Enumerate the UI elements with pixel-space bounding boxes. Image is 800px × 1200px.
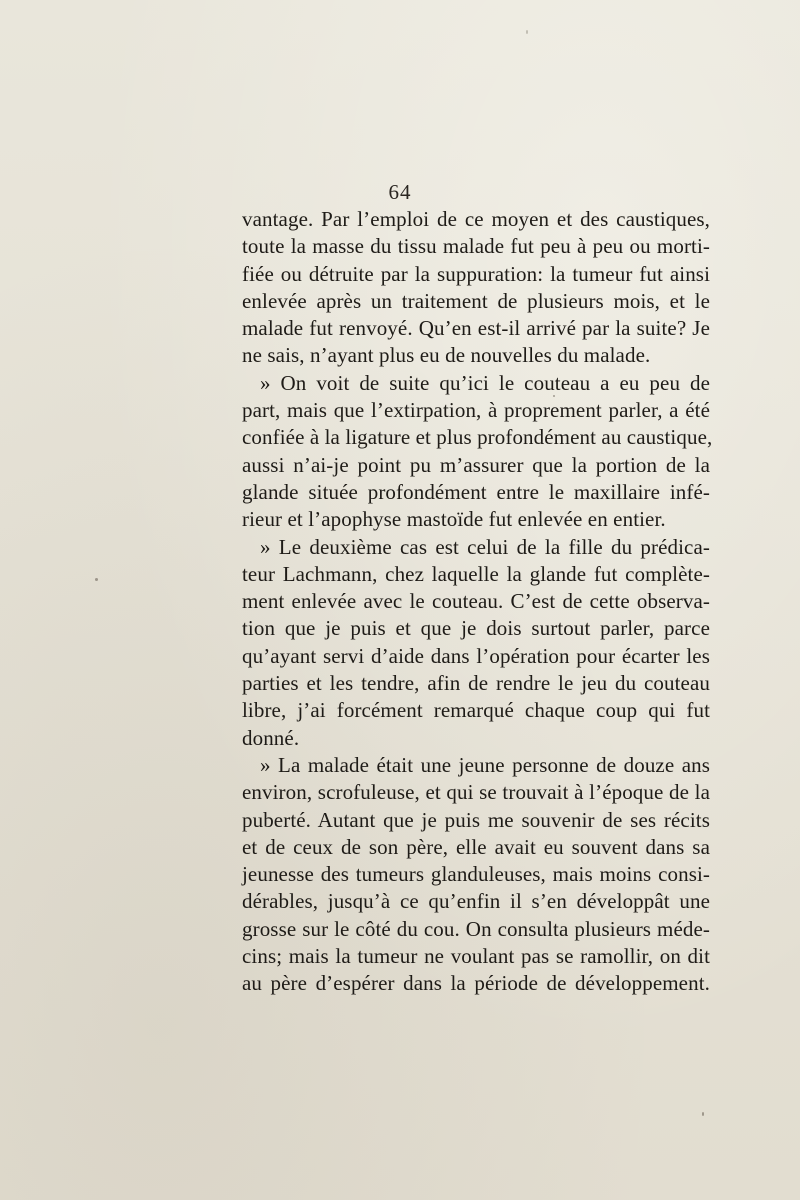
text-line: dérables, jusqu’à ce qu’enfin il s’en développât une xyxy=(242,889,710,914)
text-line: » Le deuxième cas est celui de la fille du prédica- xyxy=(260,534,710,559)
text-line: tion que je puis et que je dois surtout parler, parce xyxy=(242,616,710,641)
text-line: qu’ayant servi d’aide dans l’opération pour écarter les xyxy=(242,643,710,668)
text-line: grosse sur le côté du cou. On consulta plusieurs méde- xyxy=(242,916,710,941)
text-line: puberté. Autant que je puis me souvenir de ses récits xyxy=(242,807,710,832)
paper-speck xyxy=(526,30,528,34)
body-text xyxy=(242,206,713,998)
text-line: environ, scrofuleuse, et qui se trouvait à l’époque de la xyxy=(242,780,710,805)
text-line: toute la masse du tissu malade fut peu à peu ou morti- xyxy=(242,234,710,259)
text-line: enlevée après un traitement de plusieurs mois, et le xyxy=(242,288,710,313)
paper-speck xyxy=(95,578,98,581)
text-line: confiée à la ligature et plus profondément au caustique, xyxy=(242,425,713,450)
text-line: et de ceux de son père, elle avait eu souvent dans sa xyxy=(242,834,710,859)
text-line: cins; mais la tumeur ne voulant pas se ramollir, on dit xyxy=(242,944,710,969)
text-line: au père d’espérer dans la période de développement. xyxy=(242,971,710,996)
text-line: jeunesse des tumeurs glanduleuses, mais moins consi- xyxy=(242,862,710,887)
text-line: vantage. Par l’emploi de ce moyen et des caustiques, xyxy=(242,207,710,231)
text-line: » La malade était une jeune personne de douze ans xyxy=(260,752,710,777)
text-line: glande située profondément entre le maxillaire infé- xyxy=(242,479,710,504)
text-line: teur Lachmann, chez laquelle la glande fut complète- xyxy=(242,561,710,586)
text-line: part, mais que l’extirpation, à proprement parler, a été xyxy=(242,398,710,423)
text-line: » On voit de suite qu’ici le couteau a eu peu de xyxy=(260,370,710,395)
page-number: 64 xyxy=(388,180,412,204)
text-line: malade fut renvoyé. Qu’en est-il arrivé par la suite? Je xyxy=(242,316,710,341)
text-line: aussi n’ai-je point pu m’assurer que la portion de la xyxy=(242,452,710,477)
text-line: parties et les tendre, afin de rendre le jeu du couteau xyxy=(242,671,710,696)
text-line: fiée ou détruite par la suppuration: la tumeur fut ainsi xyxy=(242,261,710,286)
paper-speck xyxy=(553,395,555,397)
text-line: libre, j’ai forcément remarqué chaque coup qui fut xyxy=(242,698,710,723)
paper-speck xyxy=(702,1112,704,1116)
text-line: ne sais, n’ayant plus eu de nouvelles du malade. xyxy=(242,343,651,368)
text-line: ment enlevée avec le couteau. C’est de cette observa- xyxy=(242,589,710,614)
text-line: donné. xyxy=(242,725,300,750)
text-line: rieur et l’apophyse mastoïde fut enlevée en entier. xyxy=(242,507,666,532)
